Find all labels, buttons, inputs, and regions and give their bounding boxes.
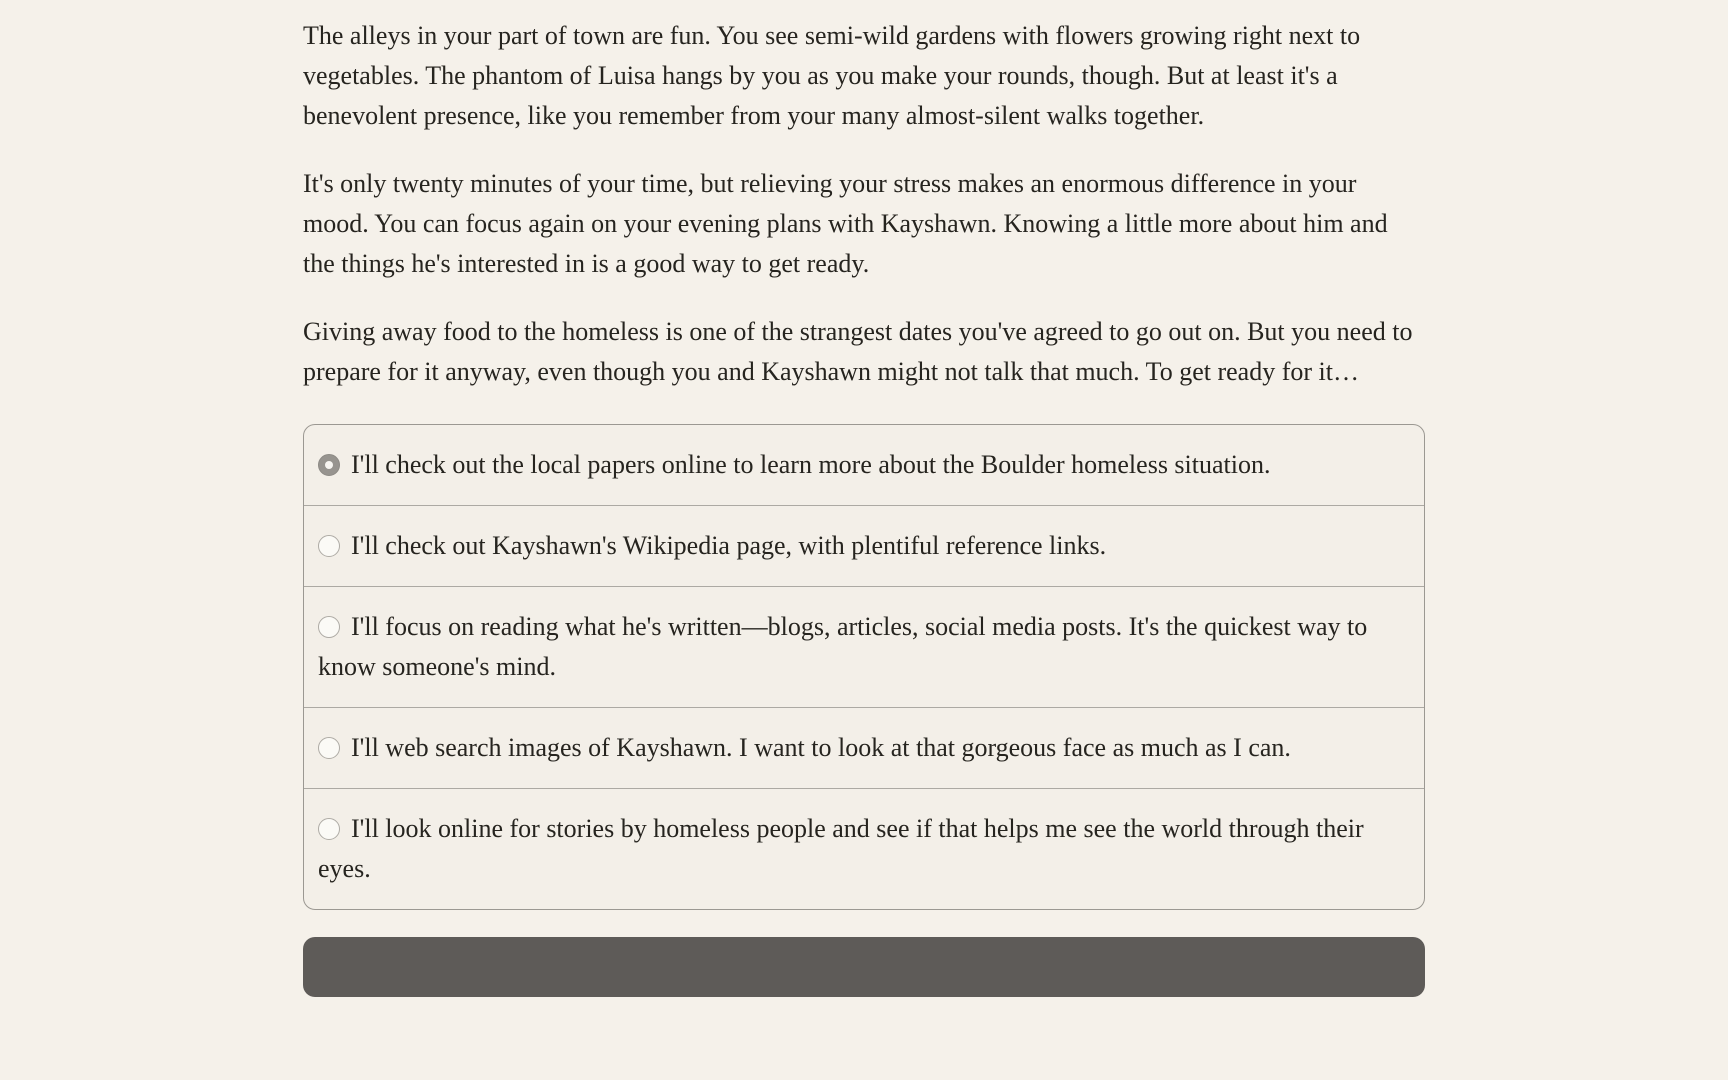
choice-option-5[interactable] xyxy=(304,788,1424,909)
choice-group xyxy=(303,424,1425,910)
choice-option-label: I'll look online for stories by homeless people and see if that helps me see the world through their eyes. xyxy=(318,814,1364,883)
choice-option-label: I'll check out the local papers online to learn more about the Boulder homeless situation. xyxy=(351,450,1271,479)
radio-button-icon[interactable] xyxy=(318,454,340,476)
story-paragraph: The alleys in your part of town are fun. You see semi-wild gardens with flowers growing right next to vegetables. The phantom of Luisa hangs by you as you make your rounds, though. But at least it's a benevolent presence, like you remember from your many almost-silent walks together. xyxy=(303,21,1361,130)
choice-option-label: I'll focus on reading what he's written—blogs, articles, social media posts. It's the quickest way to know someone's mind. xyxy=(318,612,1368,681)
radio-button-icon[interactable] xyxy=(318,737,340,759)
choice-option-2[interactable] xyxy=(304,505,1424,586)
radio-button-icon[interactable] xyxy=(318,535,340,557)
choice-option-label: I'll check out Kayshawn's Wikipedia page, with plentiful reference links. xyxy=(351,531,1107,560)
next-button[interactable] xyxy=(303,937,1425,997)
story-paragraph: It's only twenty minutes of your time, but relieving your stress makes an enormous difference in your mood. You can focus again on your evening plans with Kayshawn. Knowing a little more about him and the things he's interested in is a good way to get ready. xyxy=(303,169,1388,278)
choice-option-3[interactable] xyxy=(304,586,1424,707)
choice-option-1[interactable] xyxy=(304,425,1424,505)
radio-button-icon[interactable] xyxy=(318,616,340,638)
radio-button-icon[interactable] xyxy=(318,818,340,840)
choice-option-label: I'll web search images of Kayshawn. I want to look at that gorgeous face as much as I can. xyxy=(351,733,1291,762)
story-page xyxy=(303,0,1425,997)
story-paragraph: Giving away food to the homeless is one of the strangest dates you've agreed to go out on. But you need to prepare for it anyway, even though you and Kayshawn might not talk that much. To get ready for it… xyxy=(303,317,1413,386)
story-text xyxy=(303,16,1425,392)
choice-option-4[interactable] xyxy=(304,707,1424,788)
